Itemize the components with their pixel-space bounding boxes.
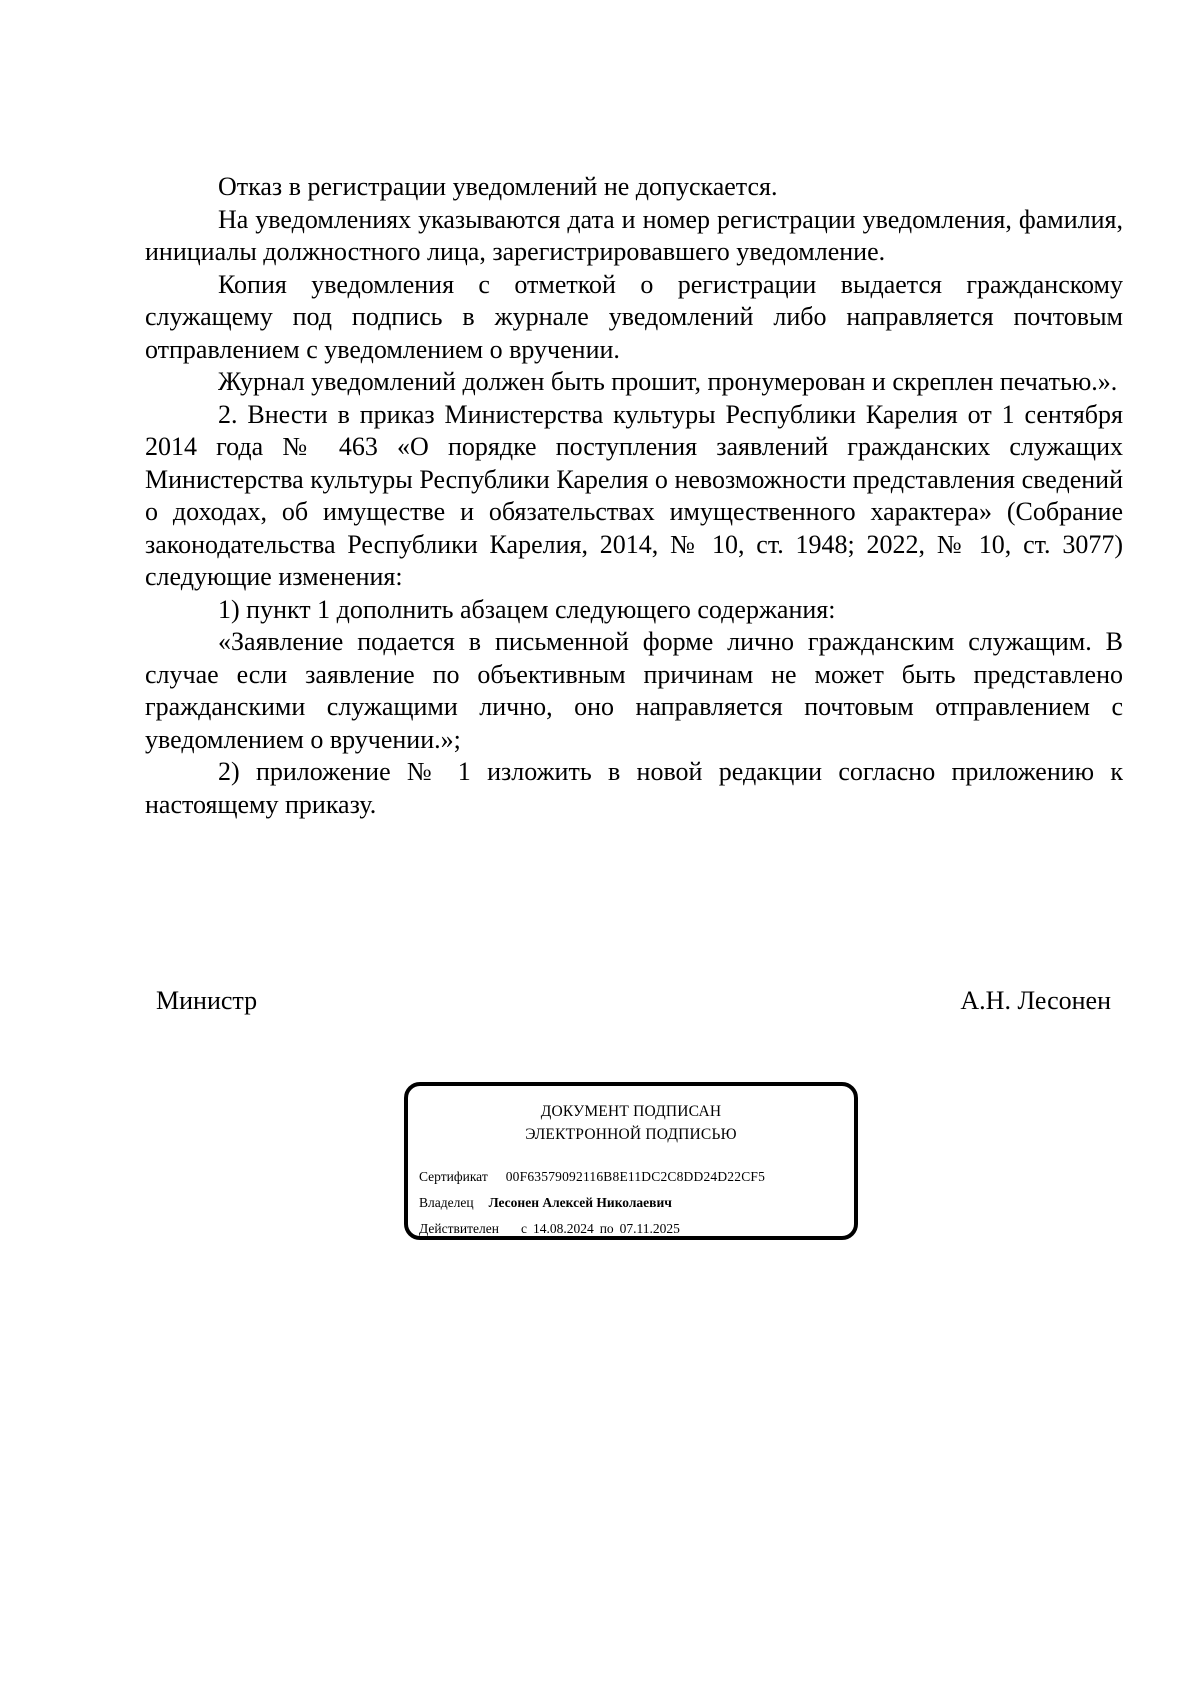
paragraph: Журнал уведомлений должен быть прошит, пронумерован и скреплен печатью.». xyxy=(218,367,1118,396)
paragraph: 2) приложение № 1 изложить в новой редакции согласно приложению к настоящему приказу. xyxy=(145,757,1123,819)
paragraph: Отказ в регистрации уведомлений не допускается. xyxy=(218,172,778,201)
electronic-signature-stamp xyxy=(404,1082,858,1240)
owner-label: Владелец xyxy=(419,1195,474,1210)
stamp-title xyxy=(408,1100,854,1146)
certificate-label: Сертификат xyxy=(419,1169,488,1184)
owner-value: Лесонен Алексей Николаевич xyxy=(488,1195,672,1210)
valid-from-date: 14.08.2024 xyxy=(532,1221,594,1236)
paragraph: 2. Внести в приказ Министерства культуры Республики Карелия от 1 сентября 2014 года № 463 «О порядке поступления заявлений гражданских служащих Министерства культуры Республики Карелия о невозможности представления сведений о доходах, об имуществе и обязательствах имущественного характера» (Собрание законодательства Республики Карелия, 2014, № 10, ст. 1948; 2022, № 10, ст. 3077) следующие изменения: xyxy=(145,399,1123,591)
stamp-validity-row xyxy=(419,1220,680,1238)
paragraph: «Заявление подается в письменной форме лично гражданским служащим. В случае если заявление по объективным причинам не может быть представлено гражданскими служащими лично, оно направляется почтовым отправлением с уведомлением о вручении.»; xyxy=(145,627,1123,754)
validity-label: Действителен xyxy=(419,1221,499,1236)
stamp-owner-row xyxy=(419,1194,672,1212)
certificate-value: 00F63579092116B8E11DC2C8DD24D22CF5 xyxy=(505,1169,766,1184)
signatory-role: Министр xyxy=(156,986,258,1015)
stamp-title-line: ДОКУМЕНТ ПОДПИСАН xyxy=(540,1103,722,1120)
stamp-title-line: ЭЛЕКТРОННОЙ ПОДПИСЬЮ xyxy=(525,1126,737,1143)
document-body xyxy=(145,171,1123,821)
valid-from-label: с xyxy=(520,1221,527,1236)
paragraph: Копия уведомления с отметкой о регистрации выдается гражданскому служащему под подпись в журнале уведомлений либо направляется почтовым отправлением с уведомлением о вручении. xyxy=(145,269,1123,364)
stamp-certificate-row xyxy=(419,1168,765,1186)
paragraph: 1) пункт 1 дополнить абзацем следующего содержания: xyxy=(218,594,836,624)
valid-to-label: по xyxy=(599,1221,614,1236)
valid-to-date: 07.11.2025 xyxy=(619,1221,680,1236)
paragraph: На уведомлениях указываются дата и номер регистрации уведомления, фамилия, инициалы должностного лица, зарегистрировавшего уведомление. xyxy=(145,204,1123,266)
signatory-name: А.Н. Лесонен xyxy=(960,986,1111,1015)
